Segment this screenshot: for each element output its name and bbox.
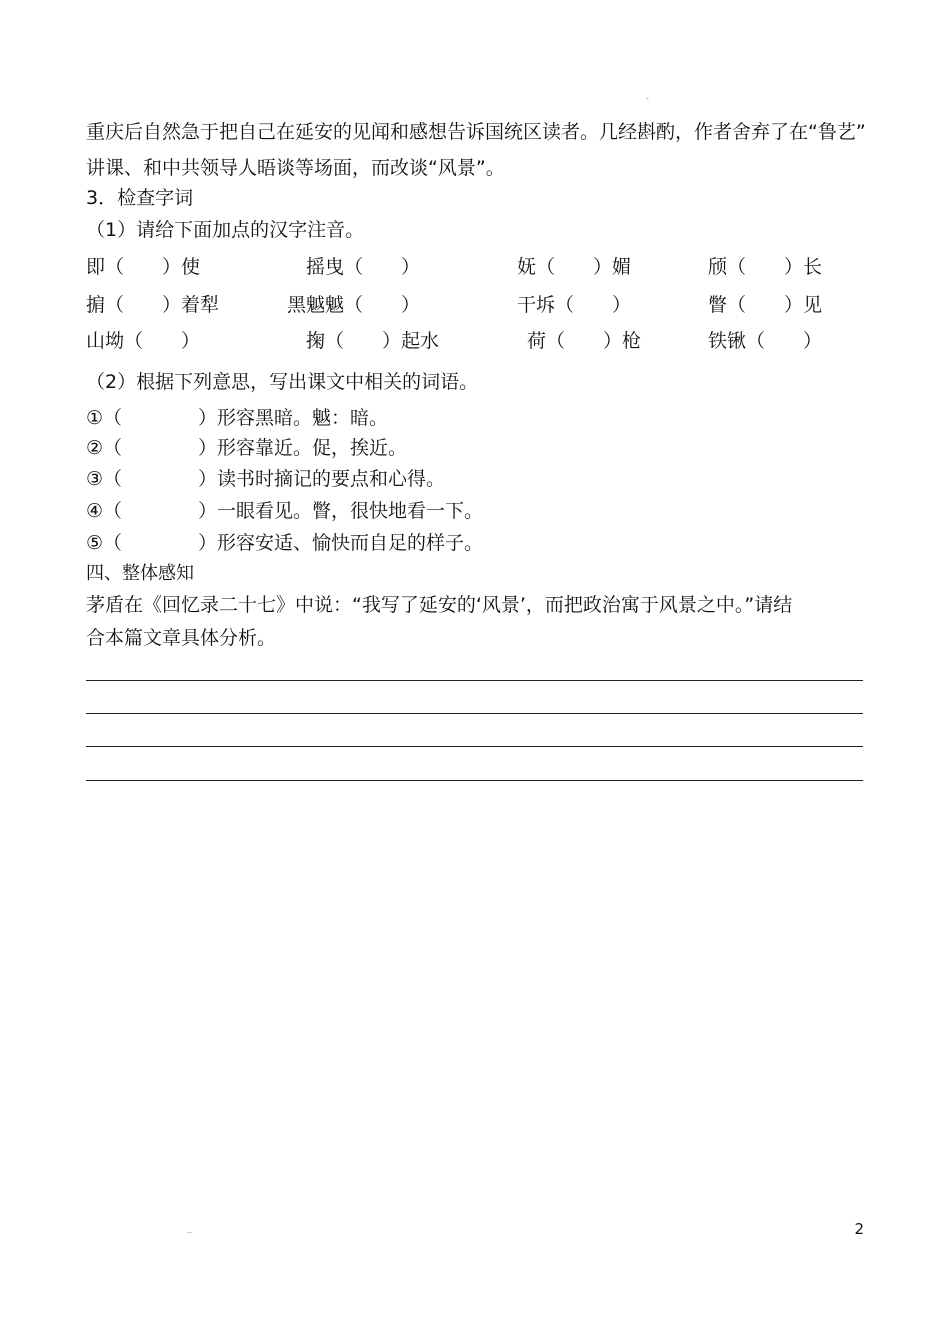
intro-line-1: 重庆后自然急于把自己在延安的见闻和感想告诉国统区读者。几经斟酌，作者舍弃了在“鲁艺” [86,121,866,143]
part1-prompt: （1）请给下面加点的汉字注音。 [86,219,365,241]
intro-line-2: 讲课、和中共领导人晤谈等场面，而改谈“风景”。 [86,157,505,179]
pinyin-item: 颀（ ）长 [708,256,823,278]
part2-prompt: （2）根据下列意思，写出课文中相关的词语。 [86,371,479,393]
pinyin-item: 即（ ）使 [86,256,201,278]
answer-line[interactable] [86,680,863,681]
vocab-item: ②（ ）形容靠近。促，挨近。 [86,437,408,459]
question-line-2: 合本篇文章具体分析。 [86,627,277,649]
pinyin-item: 干坼（ ） [517,294,632,316]
vocab-item: ③（ ）读书时摘记的要点和心得。 [86,468,446,490]
pinyin-item: 摇曳（ ） [306,256,421,278]
page-number: 2 [854,1220,864,1238]
pinyin-item: 铁锹（ ） [708,330,823,352]
pinyin-item: 荷（ ）枪 [527,330,642,352]
header-mark: - [646,94,649,103]
vocab-item: ⑤（ ）形容安适、愉快而自足的样子。 [86,532,484,554]
pinyin-item: 掬（ ）起水 [306,330,440,352]
answer-line[interactable] [86,780,863,781]
answer-line[interactable] [86,746,863,747]
section4-heading: 四、整体感知 [86,563,194,584]
question-line-1: 茅盾在《回忆录二十七》中说：“我写了延安的‘风景’，而把政治寓于风景之中。”请结 [86,594,793,616]
section3-heading: 3．检查字词 [86,187,194,209]
vocab-item: ④（ ）一眼看见。瞥，很快地看一下。 [86,500,484,522]
footer-mark: .. [187,1226,193,1235]
pinyin-item: 黑魆魆（ ） [287,294,421,316]
vocab-item: ①（ ）形容黑暗。魆：暗。 [86,407,389,429]
answer-line[interactable] [86,713,863,714]
pinyin-item: 瞥（ ）见 [708,294,823,316]
pinyin-item: 妩（ ）媚 [517,256,632,278]
pinyin-item: 掮（ ）着犁 [86,294,220,316]
pinyin-item: 山坳（ ） [86,330,201,352]
